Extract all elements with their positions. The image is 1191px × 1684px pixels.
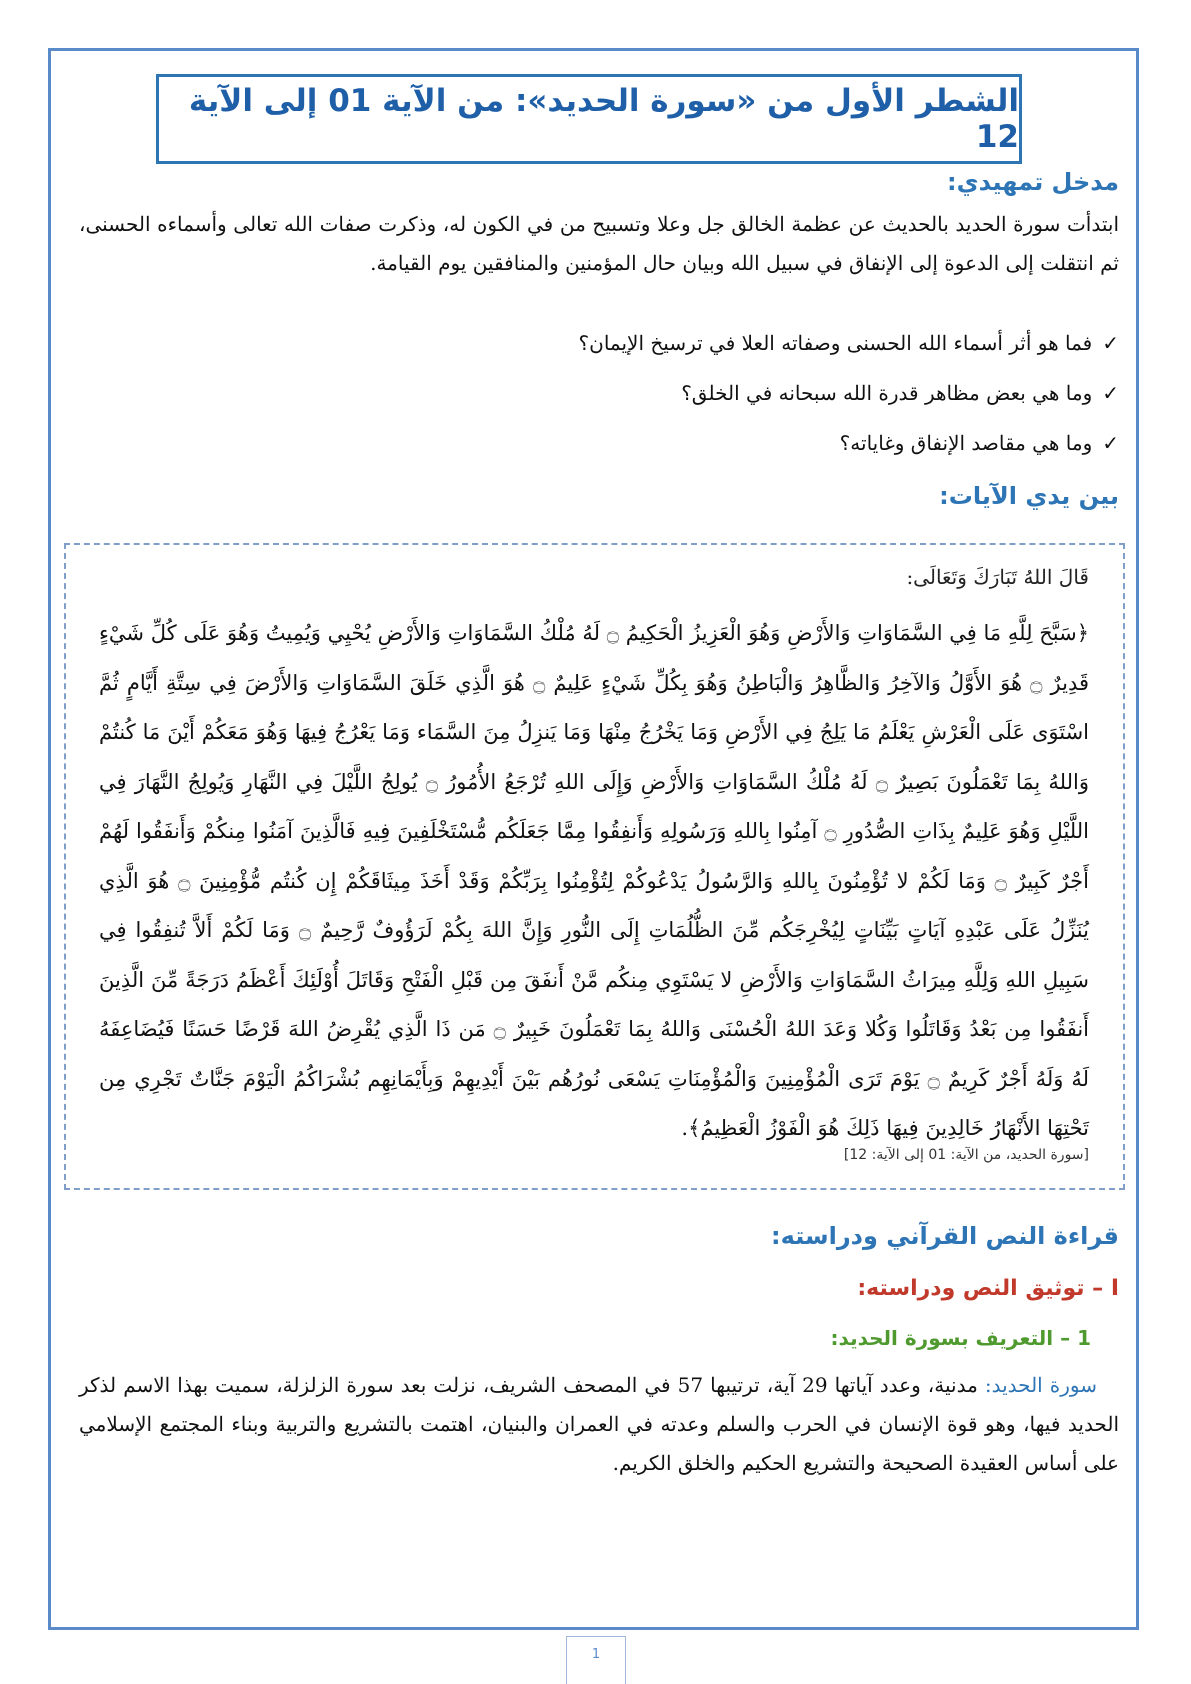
surah-paragraph-text: مدنية، وعدد آياتها 29 آية، ترتيبها 57 في المصحف الشريف، نزلت بعد سورة الزلزلة، سميت بهذا الاسم لذكر الحديد فيها، وهو قوة الإنسان في الحرب والسلم وعدته في العمران والبنيان، اهتمت بالتشريع والتربية وبناء المجتمع الإسلامي على أساس العقيدة الصحيحة والتشريع الحكيم والخلق الكريم. — [79, 1373, 1119, 1475]
intro-paragraph: ابتدأت سورة الحديد بالحديث عن عظمة الخالق جل وعلا وتسبيح من في الكون له، وذكرت صفات الله تعالى وأسماءه الحسنى، ثم انتقلت إلى الدعوة إلى الإنفاق في سبيل الله وبيان حال المؤمنين والمنافقين يوم القيامة. — [79, 212, 1119, 275]
reading-heading: قراءة النص القرآني ودراسته: — [771, 1222, 1119, 1250]
question-list — [579, 318, 1119, 468]
surah-label: سورة الحديد: — [984, 1373, 1098, 1397]
sub-sub-heading-surah-intro: 1 – التعريف بسورة الحديد: — [830, 1326, 1091, 1350]
verses-reference: [سورة الحديد، من الآية: 01 إلى الآية: 12] — [843, 1147, 1089, 1163]
list-item: ✓ وما هي بعض مظاهر قدرة الله سبحانه في الخلق؟ — [579, 368, 1119, 418]
title-box — [156, 74, 1022, 164]
check-icon: ✓ — [1102, 431, 1119, 455]
verses-text: ﴿سَبَّحَ لِلَّهِ مَا فِي السَّمَاوَاتِ وَالأَرْضِ وَهُوَ الْعَزِيزُ الْحَكِيمُ ۝ لَهُ مُلْكُ السَّمَاوَاتِ وَالأَرْضِ يُحْيِي وَيُمِيتُ وَهُوَ عَلَى كُلِّ شَيْءٍ قَدِيرٌ ۝ هُوَ الأَوَّلُ وَالآخِرُ وَالظَّاهِرُ وَالْبَاطِنُ وَهُوَ بِكُلِّ شَيْءٍ عَلِيمٌ ۝ هُوَ الَّذِي خَلَقَ السَّمَاوَاتِ وَالأَرْضَ فِي سِتَّةِ أَيَّامٍ ثُمَّ اسْتَوَى عَلَى الْعَرْشِ يَعْلَمُ مَا يَلِجُ فِي الأَرْضِ وَمَا يَخْرُجُ مِنْهَا وَمَا يَنزِلُ مِنَ السَّمَاء وَمَا يَعْرُجُ فِيهَا وَهُوَ مَعَكُمْ أَيْنَ مَا كُنتُمْ وَاللهُ بِمَا تَعْمَلُونَ بَصِيرٌ ۝ لَهُ مُلْكُ السَّمَاوَاتِ وَالأَرْضِ وَإِلَى اللهِ تُرْجَعُ الأُمُورُ ۝ يُولِجُ اللَّيْلَ فِي النَّهَارِ وَيُولِجُ النَّهَارَ فِي اللَّيْلِ وَهُوَ عَلِيمٌ بِذَاتِ الصُّدُورِ ۝ آمِنُوا بِاللهِ وَرَسُولِهِ وَأَنفِقُوا مِمَّا جَعَلَكُم مُّسْتَخْلَفِينَ فِيهِ فَالَّذِينَ آمَنُوا مِنكُمْ وَأَنفَقُوا لَهُمْ أَجْرٌ كَبِيرٌ ۝ وَمَا لَكُمْ لا تُؤْمِنُونَ بِاللهِ وَالرَّسُولُ يَدْعُوكُمْ لِتُؤْمِنُوا بِرَبِّكُمْ وَقَدْ أَخَذَ مِيثَاقَكُمْ إِن كُنتُم مُّؤْمِنِينَ ۝ هُوَ الَّذِي يُنَزِّلُ عَلَى عَبْدِهِ آيَاتٍ بَيِّنَاتٍ لِيُخْرِجَكُم مِّنَ الظُّلُمَاتِ إِلَى النُّورِ وَإِنَّ اللهَ بِكُمْ لَرَؤُوفٌ رَّحِيمٌ ۝ وَمَا لَكُمْ أَلاَّ تُنفِقُوا فِي سَبِيلِ اللهِ وَلِلَّهِ مِيرَاثُ السَّمَاوَاتِ وَالأَرْضِ لا يَسْتَوِي مِنكُم مَّنْ أَنفَقَ مِن قَبْلِ الْفَتْحِ وَقَاتَلَ أُوْلَئِكَ أَعْظَمُ دَرَجَةً مِّنَ الَّذِينَ أَنفَقُوا مِن بَعْدُ وَقَاتَلُوا وَكُلا وَعَدَ اللهُ الْحُسْنَى وَاللهُ بِمَا تَعْمَلُونَ خَبِيرٌ ۝ مَن ذَا الَّذِي يُقْرِضُ اللهَ قَرْضًا حَسَنًا فَيُضَاعِفَهُ لَهُ وَلَهُ أَجْرٌ كَرِيمٌ ۝ يَوْمَ تَرَى الْمُؤْمِنِينَ وَالْمُؤْمِنَاتِ يَسْعَى نُورُهُم بَيْنَ أَيْدِيهِمْ وَبِأَيْمَانِهِم بُشْرَاكُمُ الْيَوْمَ جَنَّاتٌ تَجْرِي مِن تَحْتِهَا الأَنْهَارُ خَالِدِينَ فِيهَا ذَلِكَ هُوَ الْفَوْزُ الْعَظِيمُ﴾. — [99, 621, 1090, 1140]
verses-heading: بين يدي الآيات: — [939, 482, 1119, 510]
verses-box — [64, 543, 1125, 1190]
sub-heading-documentation: I – توثيق النص ودراسته: — [857, 1276, 1119, 1301]
list-item: ✓ فما هو أثر أسماء الله الحسنى وصفاته العلا في ترسيخ الإيمان؟ — [579, 318, 1119, 368]
list-item: ✓ وما هي مقاصد الإنفاق وغاياته؟ — [579, 418, 1119, 468]
verses-intro-line: قَالَ اللهُ تَبَارَكَ وَتَعَالَى: — [906, 565, 1089, 589]
page-number: 1 — [566, 1636, 626, 1684]
check-icon: ✓ — [1102, 381, 1119, 405]
surah-paragraph — [79, 1366, 1119, 1483]
check-icon: ✓ — [1102, 331, 1119, 355]
intro-heading: مدخل تمهيدي: — [947, 168, 1119, 196]
page-title: الشطر الأول من «سورة الحديد»: من الآية 01 إلى الآية 12 — [188, 83, 1019, 155]
